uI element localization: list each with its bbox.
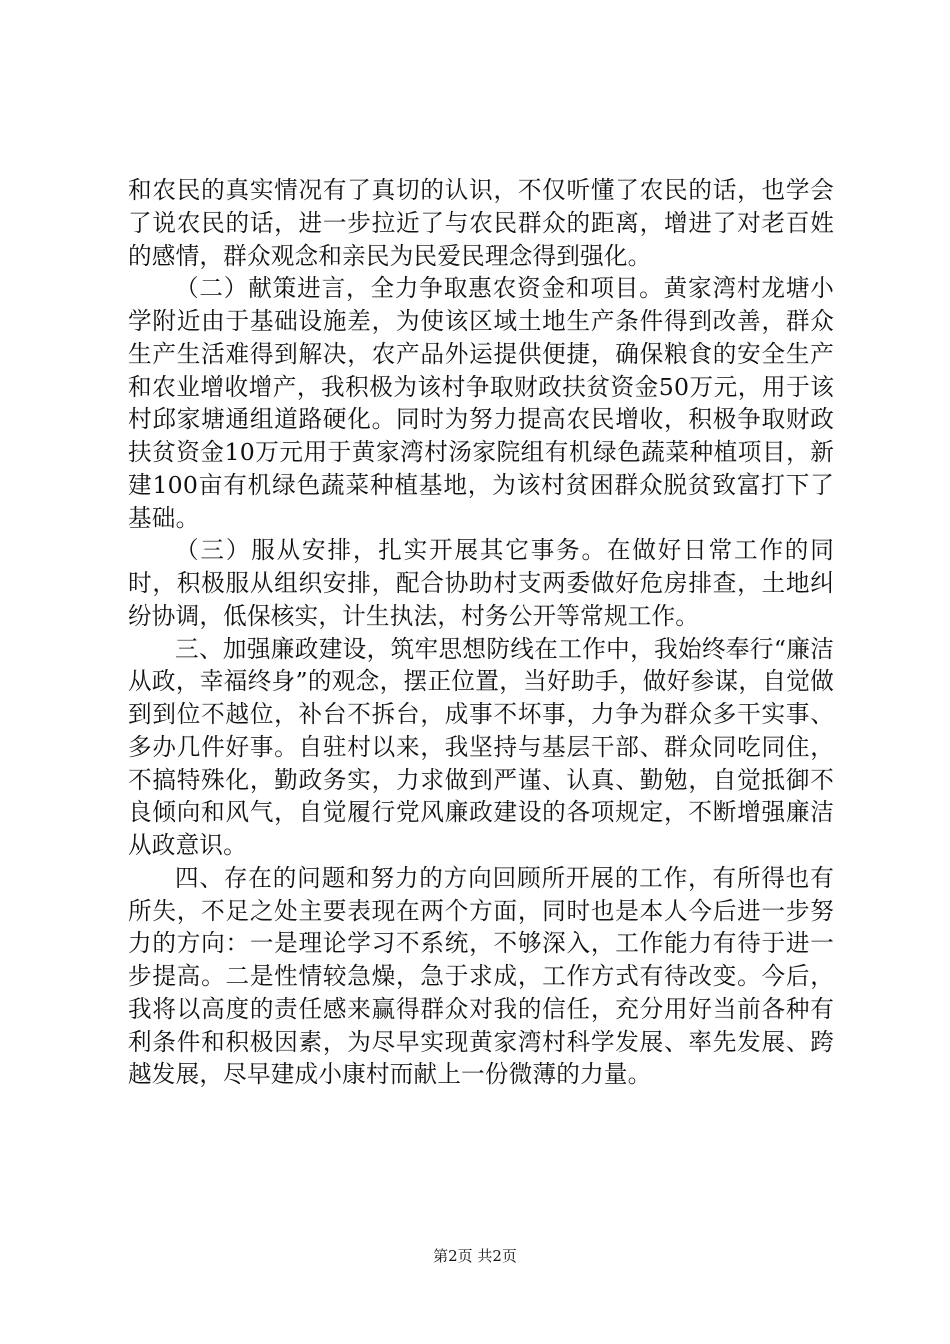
paragraph-continuation: 和农民的真实情况有了真切的认识，不仅听懂了农民的话，也学会了说农民的话，进一步拉近了与农民群众的距离，增进了对老百姓的感情，群众观念和亲民为民爱民理念得到强化。 [128, 176, 834, 270]
paragraph-problems: 四、存在的问题和努力的方向回顾所开展的工作，有所得也有所失，不足之处主要表现在两个方面，同时也是本人今后进一步努力的方向：一是理论学习不系统，不够深入，工作能力有待于进一步提高。二是性情较急燥，急于求成，工作方式有待改变。今后，我将以高度的责任感来赢得群众对我的信任，充分用好当前各种有利条件和积极因素，为尽早实现黄家湾村科学发展、率先发展、跨越发展，尽早建成小康村而献上一份微薄的力量。 [128, 863, 834, 1089]
paragraph-integrity: 三、加强廉政建设，筑牢思想防线在工作中，我始终奉行“廉洁从政，幸福终身”的观念，摆正位置，当好助手，做好参谋，自觉做到到位不越位，补台不拆台，成事不坏事，力争为群众多干实事、多办几件好事。自驻村以来，我坚持与基层干部、群众同吃同住，不搞特殊化，勤政务实，力求做到严谨、认真、勤勉，自觉抵御不良倾向和风气，自觉履行党风廉政建设的各项规定，不断增强廉洁从政意识。 [128, 634, 834, 859]
paragraph-section-3: （三）服从安排，扎实开展其它事务。在做好日常工作的同时，积极服从组织安排，配合协助村支两委做好危房排查，土地纠纷协调，低保核实，计生执法，村务公开等常规工作。 [128, 536, 834, 630]
paragraph-section-2: （二）献策进言，全力争取惠农资金和项目。黄家湾村龙塘小学附近由于基础设施差，为使该区域土地生产条件得到改善，群众生产生活难得到解决，农产品外运提供便捷，确保粮食的安全生产和农业增收增产，我积极为该村争取财政扶贫资金50万元，用于该村邱家塘通组道路硬化。同时为努力提高农民增收，积极争取财政扶贫资金10万元用于黄家湾村汤家院组有机绿色蔬菜种植项目，新建100亩有机绿色蔬菜种植基地，为该村贫困群众脱贫致富打下了基础。 [128, 274, 834, 532]
page-number-footer: 第2页 共2页 [433, 1247, 517, 1265]
document-body [128, 174, 834, 1091]
